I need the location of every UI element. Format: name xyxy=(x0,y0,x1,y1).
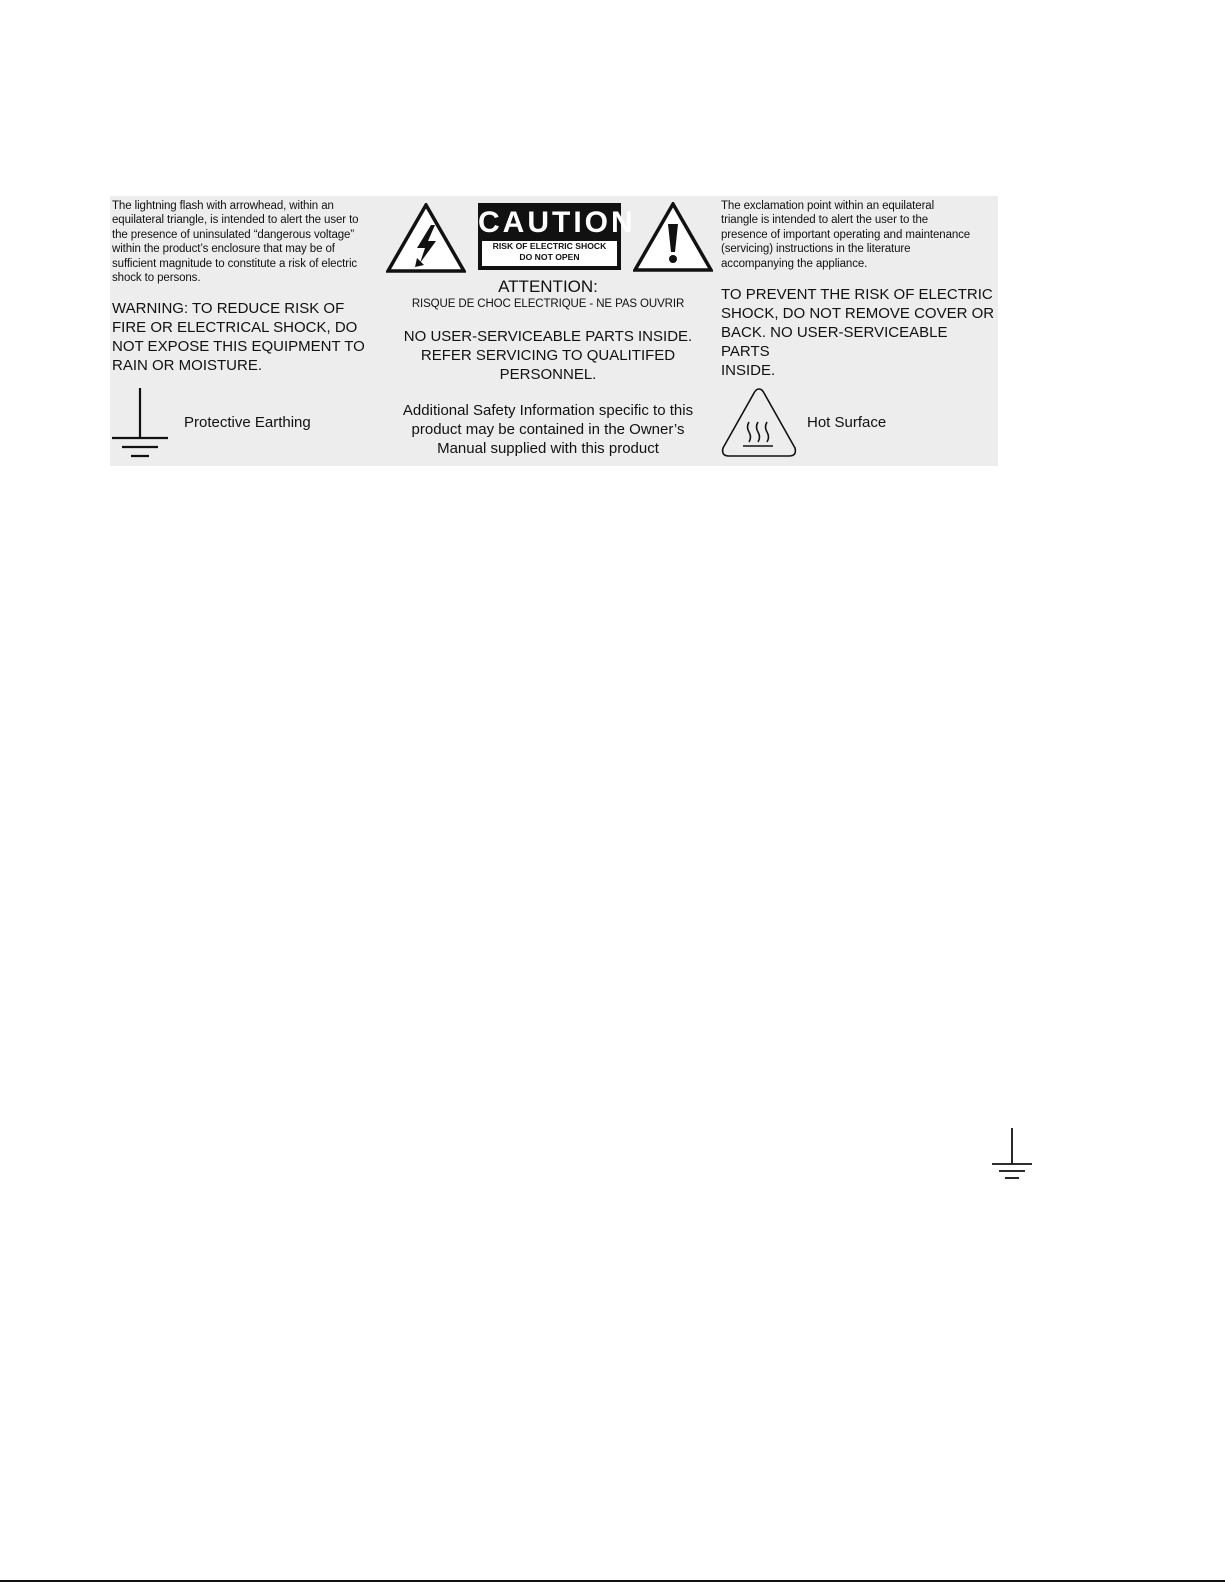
exclamation-explanation: The exclamation point within an equilateral triangle is intended to alert the user to the presence of important operating and maintenance (servicing) instructions in the literature accompanying the appliance. xyxy=(721,200,971,270)
attention-french: RISQUE DE CHOC ELECTRIQUE - NE PAS OUVRIR xyxy=(411,298,685,310)
moisture-warning: WARNING: TO REDUCE RISK OF FIRE OR ELECTRICAL SHOCK, DO NOT EXPOSE THIS EQUIPMENT TO RAIN OR MOISTURE. xyxy=(112,300,365,374)
protective-earthing-label: Protective Earthing xyxy=(184,414,311,431)
hot-surface-icon xyxy=(719,386,799,460)
caution-subtext: RISK OF ELECTRIC SHOCK DO NOT OPEN xyxy=(482,241,617,266)
caution-label-box xyxy=(478,203,636,270)
lightning-explanation: The lightning flash with arrowhead, within an equilateral triangle, is intended to alert the user to the presence of uninsulated “dangerous voltage” within the product’s enclosure that may be of sufficient magnitude to constitute a risk of electric shock to persons. xyxy=(112,200,359,285)
no-user-serviceable-parts: NO USER-SERVICEABLE PARTS INSIDE. REFER SERVICING TO QUALITIFED PERSONNEL. xyxy=(403,328,693,383)
lightning-triangle-icon xyxy=(386,203,466,273)
ground-symbol-icon xyxy=(990,1126,1034,1184)
exclamation-triangle-icon xyxy=(633,202,713,272)
safety-label-panel xyxy=(110,196,998,466)
attention-heading: ATTENTION: xyxy=(498,277,598,296)
prevent-shock-warning: TO PREVENT THE RISK OF ELECTRIC SHOCK, DO NOT REMOVE COVER OR BACK. NO USER-SERVICEABLE PARTS INSIDE. xyxy=(721,286,995,379)
caution-word: CAUTION xyxy=(478,206,636,239)
hot-surface-label: Hot Surface xyxy=(807,414,887,431)
ground-symbol-icon xyxy=(110,386,170,460)
additional-safety-info: Additional Safety Information specific to this product may be contained in the Owner’s Manual supplied with this product xyxy=(402,402,694,457)
bottom-rule xyxy=(0,1580,1225,1582)
